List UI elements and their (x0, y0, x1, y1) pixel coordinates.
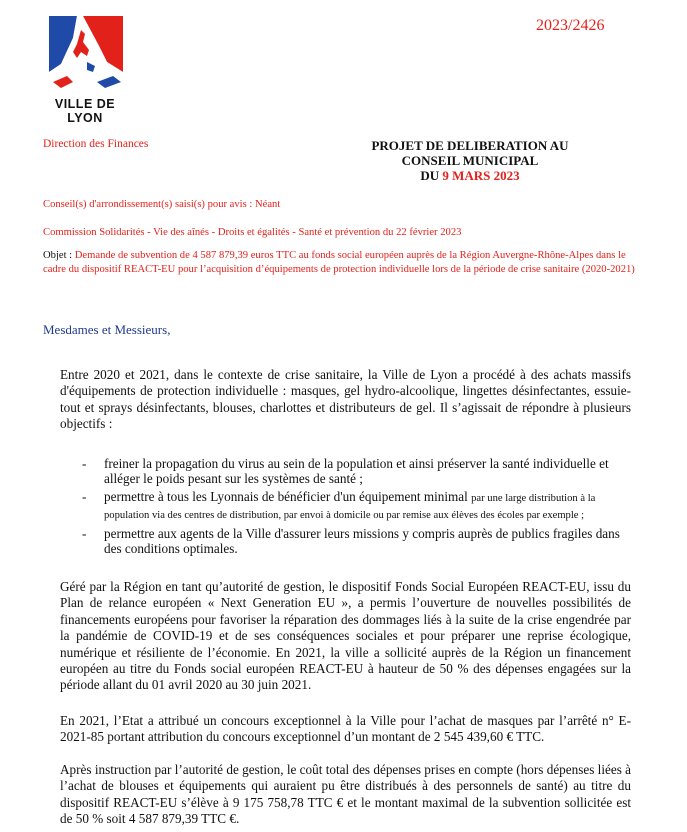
paragraph-react-eu: Géré par la Région en tant qu’autorité de gestion, le dispositif Fonds Social Européen REACT-EU, issu du Plan de relance européen « Next Generation EU », a permis l’ouverture de nouvelles possibilités de financements européens pour favoriser la réparation des dommages liés à la suite de la crise engendrée par la pandémie de COVID-19 et de ses conséquences sociales et pour préparer une reprise écologique, numérique et résiliente de l’économie. En 2021, la ville a sollicité auprès de la Région un financement européen au titre du Fonds social européen REACT-EU à hauteur de 50 % des dépenses engagées sur la période allant du 01 avril 2020 au 30 juin 2021. (60, 579, 631, 693)
list-item (82, 489, 632, 523)
logo-text: VILLE DE LYON (54, 97, 116, 125)
title-date-prefix: DU (420, 168, 443, 183)
objectives-list (82, 456, 632, 559)
bullet-text: freiner la propagation du virus au sein de la population et ainsi préserver la santé individuelle et alléger le poids pesant sur les systèmes de santé ; (104, 456, 609, 486)
ville-de-lyon-logo (43, 12, 127, 125)
title-line-1: PROJET DE DELIBERATION AU (371, 138, 569, 153)
list-item (82, 456, 632, 486)
title-line-2: CONSEIL MUNICIPAL (401, 153, 539, 168)
paragraph-context: Entre 2020 et 2021, dans le contexte de crise sanitaire, la Ville de Lyon a procédé à des achats massifs d'équipements de protection individuelle : masques, gel hydro-alcoolique, lingettes désinfectantes, essuie-tout et sprays désinfectants, blouses, charlottes et distributeurs de gel. Il s’agissait de répondre à plusieurs objectifs : (60, 367, 631, 432)
paragraph-state-grant: En 2021, l’Etat a attribué un concours exceptionnel à la Ville pour l’achat de masques par l’arrêté n° E-2021-85 portant attribution du concours exceptionnel d’un montant de 2 545 439,60 € TTC. (60, 713, 631, 745)
document-title (350, 138, 590, 183)
arrondissement-councils: Conseil(s) d'arrondissement(s) saisi(s) pour avis : Néant (43, 199, 281, 210)
commission-line: Commission Solidarités - Vie des aînés - Droits et égalités - Santé et prévention du 22 février 2023 (43, 227, 462, 238)
bullet-text-small: par une large distribution à la population via des centres de distribution, par envoi à domicile ou par remise aux élèves des écoles par exemple ; (104, 493, 596, 521)
objet-label: Objet : (43, 250, 75, 261)
department-name: Direction des Finances (43, 138, 149, 150)
objet-block (43, 249, 643, 276)
paragraph-subsidy-amount: Après instruction par l’autorité de gestion, le coût total des dépenses prises en compte (hors dépenses liées à l’achat de blouses et équipements qui auraient pu être distribués à des personnels de santé) au titre du dispositif REACT-EU s’élève à 9 175 758,78 TTC € et le montant maximal de la subvention sollicitée est de 50 % soit 4 587 879,39 TTC €. (60, 762, 631, 827)
bullet-text: permettre à tous les Lyonnais de bénéficier d'un équipement minimal (104, 489, 472, 504)
bullet-dash: - (82, 456, 87, 471)
reference-number: 2023/2426 (536, 17, 605, 34)
bullet-text: permettre aux agents de la Ville d'assurer leurs missions y compris auprès de publics fragiles dans des conditions optimales. (104, 526, 620, 556)
bullet-dash: - (82, 526, 87, 541)
title-line-3 (350, 168, 590, 183)
lion-emblem-icon (43, 12, 127, 94)
bullet-dash: - (82, 489, 87, 504)
salutation: Mesdames et Messieurs, (43, 322, 171, 337)
objet-text: Demande de subvention de 4 587 879,39 euros TTC au fonds social européen auprès de la Région Auvergne-Rhône-Alpes dans le cadre du dispositif REACT-EU pour l’acquisition d’équipements de protection individuelle lors de la période de crise sanitaire (2020-2021) (43, 250, 635, 275)
session-date: 9 MARS 2023 (442, 168, 520, 183)
list-item (82, 526, 632, 556)
